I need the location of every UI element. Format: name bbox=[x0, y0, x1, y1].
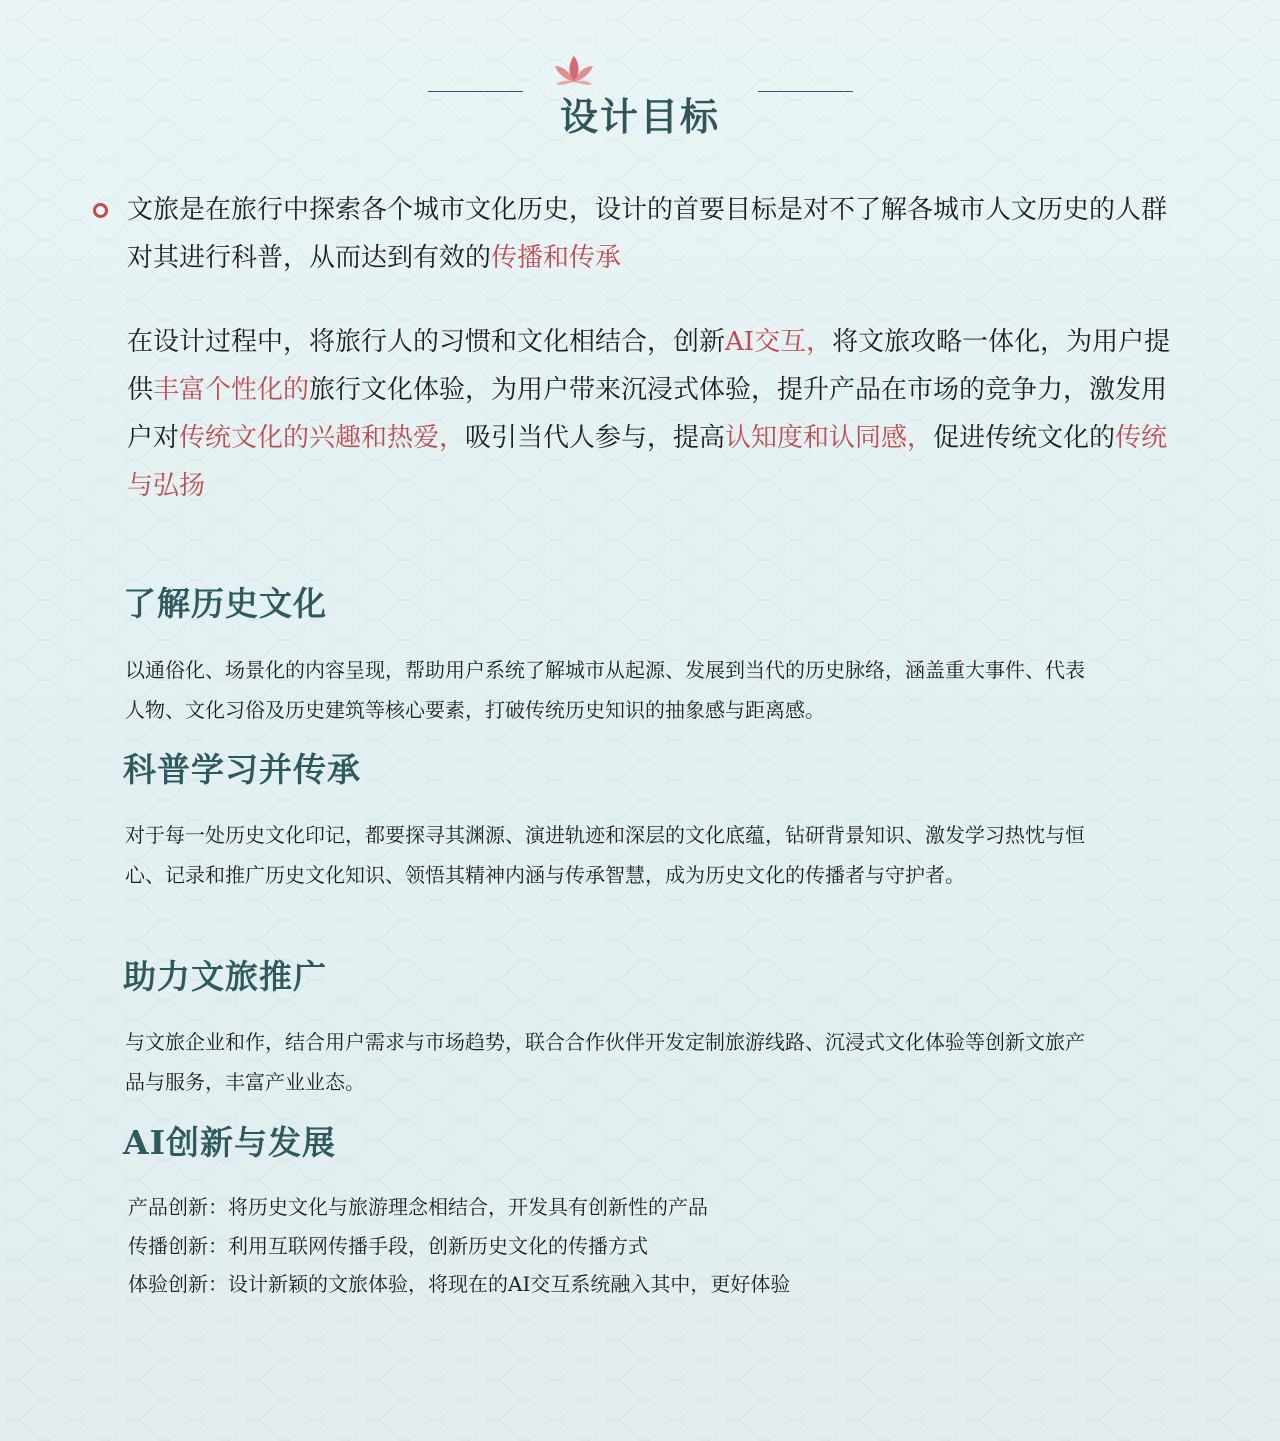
section-title-learning: 科普学习并传承 bbox=[123, 750, 361, 789]
header-divider-left bbox=[428, 91, 523, 92]
intro-text: 吸引当代人参与，提高 bbox=[465, 423, 726, 453]
section-title-history: 了解历史文化 bbox=[123, 584, 327, 623]
highlight-text: 传统文化的兴趣和热爱， bbox=[179, 423, 466, 453]
header-divider-right bbox=[758, 91, 853, 92]
ai-innovation-list bbox=[128, 1188, 790, 1304]
section-body-promotion: 与文旅企业和作，结合用户需求与市场趋势，联合合作伙伴开发定制旅游线路、沉浸式文化体验等创新文旅产品与服务，丰富产业业态。 bbox=[125, 1030, 1085, 1094]
intro-text: 将文旅攻略一体化，为用户提供 bbox=[127, 327, 1171, 405]
highlight-text: 传播和传承 bbox=[491, 243, 622, 273]
list-item: 传播创新：利用互联网传播手段，创新历史文化的传播方式 bbox=[128, 1233, 648, 1258]
intro-text: 文旅是在旅行中探索各个城市文化历史，设计的首要目标是对不了解各城市人文历史的人群对其进行科普，从而达到有效的 bbox=[127, 195, 1168, 273]
highlight-text: 丰富个性化的 bbox=[153, 375, 310, 405]
intro-text: 促进传统文化的 bbox=[933, 423, 1116, 453]
ring-bullet-icon bbox=[93, 203, 108, 218]
list-item: 体验创新：设计新颖的文旅体验，将现在的AI交互系统融入其中，更好体验 bbox=[128, 1272, 791, 1296]
lotus-icon bbox=[552, 52, 596, 92]
intro-text: 旅行文化体验，为用户带来沉浸式体验，提升产品在市场的竞争力，激发用户对 bbox=[127, 375, 1168, 453]
highlight-text: 认知度和认同感， bbox=[725, 423, 934, 453]
page-title: 设计目标 bbox=[559, 94, 720, 140]
section-title-ai: AI创新与发展 bbox=[123, 1123, 337, 1162]
section-body-learning: 对于每一处历史文化印记，都要探寻其渊源、演进轨迹和深层的文化底蕴，钻研背景知识、激发学习热忱与恒心、记录和推广历史文化知识、领悟其精神内涵与传承智慧，成为历史文化的传播者与守护者。 bbox=[125, 823, 1085, 887]
intro-paragraph-1 bbox=[127, 186, 1187, 282]
section-body-history: 以通俗化、场景化的内容呈现，帮助用户系统了解城市从起源、发展到当代的历史脉络，涵盖重大事件、代表人物、文化习俗及历史建筑等核心要素，打破传统历史知识的抽象感与距离感。 bbox=[125, 658, 1085, 722]
section-title-promotion: 助力文旅推广 bbox=[123, 957, 327, 996]
list-item: 产品创新：将历史文化与旅游理念相结合，开发具有创新性的产品 bbox=[128, 1195, 708, 1219]
highlight-text: AI交互， bbox=[725, 327, 833, 357]
highlight-text: 传统与弘扬 bbox=[127, 423, 1168, 501]
intro-paragraph-2 bbox=[127, 318, 1187, 510]
intro-text: 在设计过程中，将旅行人的习惯和文化相结合，创新 bbox=[127, 327, 726, 357]
